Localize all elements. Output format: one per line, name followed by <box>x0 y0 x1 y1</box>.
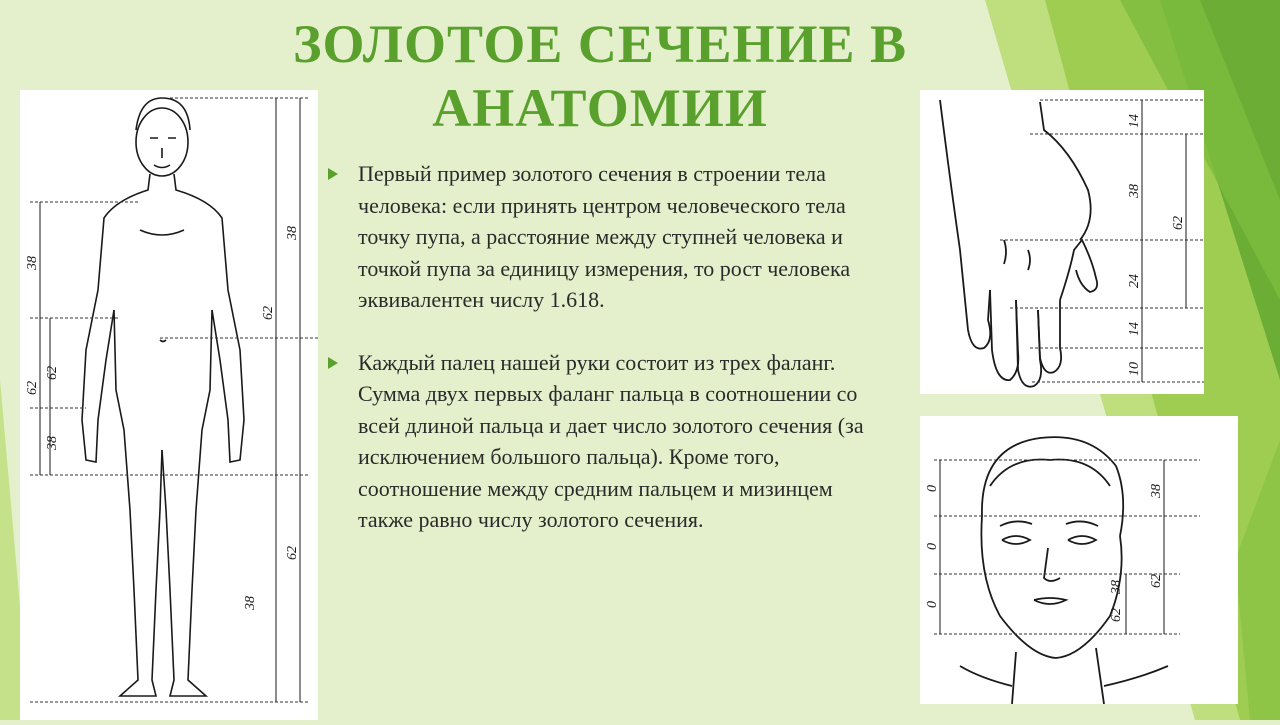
bullet-item <box>322 347 882 536</box>
body-label-right-3: 62 <box>285 546 300 560</box>
title-line-1: ЗОЛОТОЕ СЕЧЕНИЕ В <box>292 14 908 74</box>
bullet-item <box>322 158 882 316</box>
face-label-right-2: 38 <box>1109 580 1124 594</box>
hand-drawing <box>920 90 1204 394</box>
bullet-text-1: Первый пример золотого сечения в строении тела человека: если принять центром человеческого тела точку пупа, а расстояние между ступней человека и точкой пупа за единицу измерения, то рост человека эквивалентен числу 1.618. <box>358 161 851 312</box>
bullet-arrow-icon <box>328 168 338 180</box>
body-label-left-2: 62 <box>45 366 60 380</box>
hand-label-4: 24 <box>1127 274 1142 288</box>
bullet-arrow-icon <box>328 357 338 369</box>
body-label-left-4: 38 <box>45 436 60 450</box>
title-line-2: АНАТОМИИ <box>432 78 768 138</box>
slide-title <box>230 12 970 140</box>
hand-label-6: 10 <box>1127 362 1142 376</box>
body-label-left-1: 38 <box>25 256 40 270</box>
body-drawing <box>20 90 318 720</box>
body-label-right-2: 62 <box>261 306 276 320</box>
bullet-text-2: Каждый палец нашей руки состоит из трех фаланг. Сумма двух первых фаланг пальца в соотношении со всей длиной пальца и дает число золотого сечения (за исключением большого пальца). Кроме того, соотношение между средним пальцем и мизинцем также равно числу золотого сечения. <box>358 349 864 532</box>
hand-label-3: 62 <box>1171 216 1186 230</box>
face-drawing <box>920 416 1238 704</box>
bullet-list <box>322 158 882 536</box>
face-label-left-2: 0 <box>925 543 940 550</box>
body-label-left-3: 62 <box>25 381 40 395</box>
body-label-right-1: 38 <box>285 226 300 240</box>
hand-label-5: 14 <box>1127 322 1142 336</box>
hand-label-2: 38 <box>1127 184 1142 198</box>
face-proportions-figure <box>920 416 1238 704</box>
hand-proportions-figure <box>920 90 1204 394</box>
face-label-left-3: 0 <box>925 601 940 608</box>
hand-label-1: 14 <box>1127 114 1142 128</box>
face-label-right-1: 38 <box>1149 484 1164 498</box>
face-label-left-1: 0 <box>925 485 940 492</box>
body-proportions-figure <box>20 90 318 720</box>
body-label-right-4: 38 <box>243 596 258 610</box>
face-label-right-3: 62 <box>1149 574 1164 588</box>
face-label-right-4: 62 <box>1109 608 1124 622</box>
